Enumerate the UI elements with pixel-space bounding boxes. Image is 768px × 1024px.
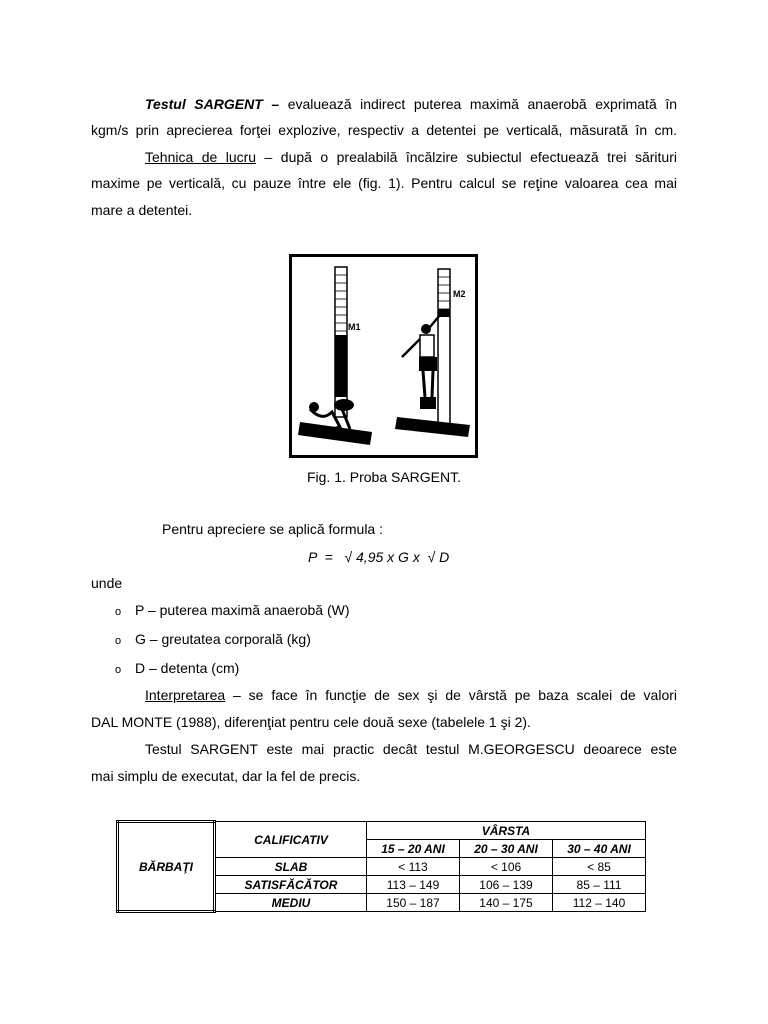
list-item-text: P – puterea maximă anaerobă (W) [135, 602, 350, 618]
floor-right [395, 417, 470, 437]
table-header-age: 15 – 20 ANI [367, 840, 460, 858]
crouching-athlete [334, 399, 354, 411]
values-table [116, 820, 646, 913]
unde-label: unde [91, 575, 123, 591]
sargent-figure [289, 254, 478, 458]
label-m2: M2 [453, 289, 466, 299]
formula-expression: P = √ 4,95 x G x √ D [308, 549, 450, 565]
bullet-marker: o [115, 606, 122, 618]
paragraph-3-line-2: DAL MONTE (1988), diferenţiat pentru cele două sexe (tabelele 1 şi 2). [91, 714, 531, 730]
paragraph-2-line-1 [145, 148, 677, 166]
list-item [115, 660, 239, 676]
table-row-label: SLAB [215, 858, 367, 876]
table-row-label: MEDIU [215, 894, 367, 912]
table-cell: < 85 [553, 858, 646, 876]
paragraph-4-line-2: mai simplu de executat, dar la fel de precis. [91, 768, 361, 784]
figure-caption: Fig. 1. Proba SARGENT. [306, 469, 462, 485]
table-cell: 106 – 139 [460, 876, 553, 894]
list-item [115, 602, 350, 618]
table-cell: < 113 [367, 858, 460, 876]
paragraph-4-line-1: Testul SARGENT este mai practic decât testul M.GEORGESCU deoarece este [145, 741, 677, 757]
list-item-text: D – detenta (cm) [135, 660, 240, 676]
table-cell: 85 – 111 [553, 876, 646, 894]
table-cell: 140 – 175 [460, 894, 553, 912]
section-label-interpretarea: Interpretarea [145, 687, 226, 703]
mark-strip-left [335, 335, 347, 397]
paragraph-1-text: evaluează indirect puterea maximă anaerobă exprimată în [279, 96, 677, 112]
table-header-varsta: VÂRSTA [367, 822, 646, 840]
floor-left [298, 422, 372, 445]
paragraph-1-line-2: kgm/s prin aprecierea forţei explozive, respectiv a detentei pe verticală, măsurată în cm. [91, 122, 677, 138]
paragraph-2-line-3: mare a detentei. [91, 202, 193, 218]
table-header-age: 20 – 30 ANI [460, 840, 553, 858]
table-cell: 113 – 149 [367, 876, 460, 894]
table-header-age: 30 – 40 ANI [553, 840, 646, 858]
jumping-athlete [402, 315, 440, 409]
sargent-illustration [292, 257, 475, 455]
list-item [115, 631, 311, 647]
table-group-label: BĂRBAŢI [118, 822, 215, 912]
formula-intro: Pentru apreciere se aplică formula : [162, 521, 383, 537]
bullet-marker: o [115, 635, 122, 647]
bullet-marker: o [115, 664, 122, 676]
table-row-label: SATISFĂCĂTOR [215, 876, 367, 894]
list-item-text: G – greutatea corporală (kg) [135, 631, 311, 647]
label-m1: M1 [348, 322, 361, 332]
test-title: Testul SARGENT – [145, 96, 280, 112]
paragraph-3-text: – se face în funcţie de sex şi de vârstă pe baza scalei de valori [225, 687, 677, 703]
paragraph-1-line-1 [145, 95, 677, 113]
table-cell: 112 – 140 [553, 894, 646, 912]
table-header-calificativ: CALIFICATIV [215, 822, 367, 858]
table-cell: < 106 [460, 858, 553, 876]
table-cell: 150 – 187 [367, 894, 460, 912]
paragraph-2-line-2: maxime pe verticală, cu pauze între ele (fig. 1). Pentru calcul se reţine valoarea cea mai [91, 175, 677, 191]
paragraph-2-text: – după o prealabilă încălzire subiectul efectuează trei sărituri [256, 149, 677, 165]
paragraph-3-line-1 [145, 686, 677, 704]
section-label-tehnica: Tehnica de lucru [145, 149, 257, 165]
